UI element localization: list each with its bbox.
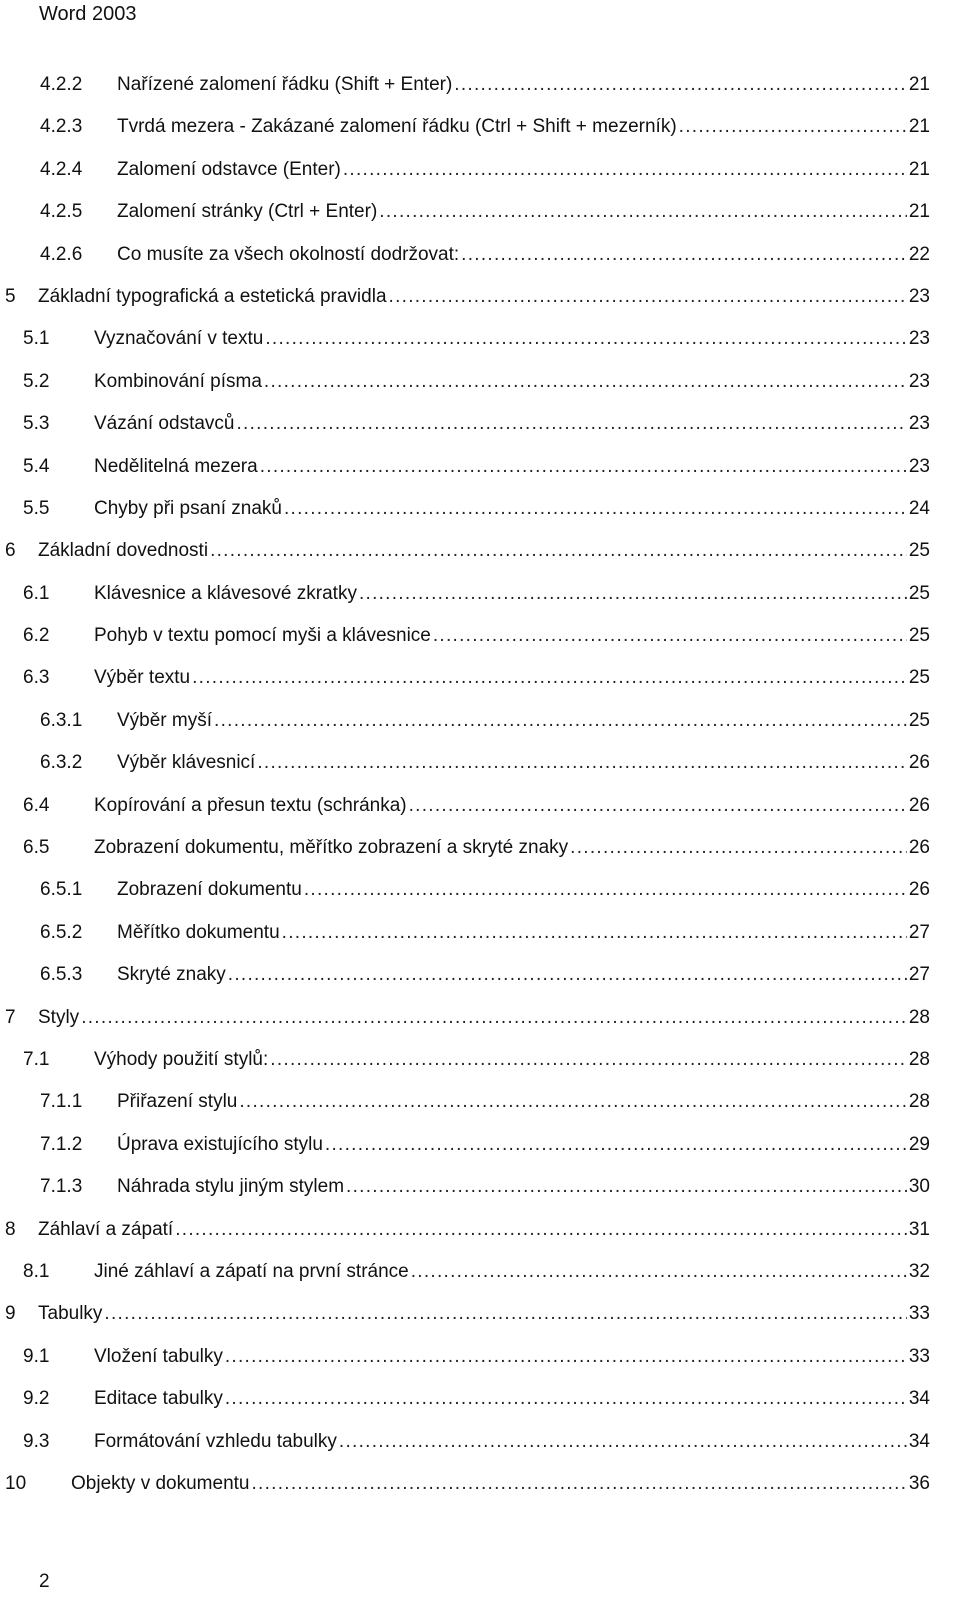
toc-entry-title[interactable]: Úprava existujícího stylu <box>117 1133 323 1155</box>
toc-dot-leader <box>346 1166 907 1208</box>
toc-entry-title[interactable]: Jiné záhlaví a zápatí na první stránce <box>94 1260 409 1282</box>
toc-entry-number: 5.4 <box>23 455 50 477</box>
toc-dot-leader <box>260 446 907 488</box>
toc-entry[interactable] <box>0 106 960 148</box>
toc-dot-leader <box>210 530 907 572</box>
toc-entry-title[interactable]: Pohyb v textu pomocí myši a klávesnice <box>94 625 431 647</box>
toc-entry-page: 26 <box>908 794 930 816</box>
toc-entry[interactable] <box>0 997 960 1039</box>
toc-dot-leader <box>379 191 907 233</box>
toc-entry-number: 8 <box>5 1218 16 1240</box>
toc-entry-number: 6.5.2 <box>40 921 83 943</box>
toc-entry-number: 7 <box>5 1006 16 1028</box>
toc-entry-title[interactable]: Objekty v dokumentu <box>71 1472 250 1494</box>
toc-entry[interactable] <box>0 276 960 318</box>
toc-entry[interactable] <box>0 318 960 360</box>
toc-dot-leader <box>257 742 907 784</box>
toc-entry-line <box>94 361 930 403</box>
toc-entry-page: 31 <box>908 1218 930 1240</box>
toc-entry[interactable] <box>0 488 960 530</box>
toc-entry-page: 33 <box>908 1303 930 1325</box>
toc-entry-line <box>94 615 930 657</box>
toc-entry-title[interactable]: Zalomení odstavce (Enter) <box>117 158 341 180</box>
page-number: 2 <box>39 1571 50 1592</box>
toc-entry[interactable] <box>0 1209 960 1251</box>
toc-entry[interactable] <box>0 869 960 911</box>
toc-dot-leader <box>270 1039 907 1081</box>
toc-entry[interactable] <box>0 827 960 869</box>
toc-entry-line <box>117 234 930 276</box>
toc-entry[interactable] <box>0 615 960 657</box>
toc-entry[interactable] <box>0 361 960 403</box>
toc-entry-line <box>94 488 930 530</box>
toc-entry[interactable] <box>0 1293 960 1335</box>
toc-entry-title[interactable]: Výběr myší <box>117 709 213 731</box>
toc-entry-page: 23 <box>908 370 930 392</box>
toc-dot-leader <box>236 403 906 445</box>
toc-entry-line <box>38 276 930 318</box>
toc-entry[interactable] <box>0 1251 960 1293</box>
toc-dot-leader <box>104 1293 906 1335</box>
toc-entry-page: 33 <box>908 1345 930 1367</box>
toc-dot-leader <box>228 954 907 996</box>
toc-entry[interactable] <box>0 657 960 699</box>
toc-entry-line <box>117 64 930 106</box>
toc-entry-number: 5.1 <box>23 328 50 350</box>
toc-dot-leader <box>409 785 907 827</box>
toc-entry-number: 9.3 <box>23 1430 50 1452</box>
toc-entry-title[interactable]: Formátování vzhledu tabulky <box>94 1430 337 1452</box>
toc-entry-number: 5 <box>5 285 16 307</box>
toc-dot-leader <box>325 1124 907 1166</box>
toc-entry-page: 27 <box>908 964 930 986</box>
toc-entry-title[interactable]: Výhody použití stylů: <box>94 1048 269 1070</box>
toc-entry-title[interactable]: Záhlaví a zápatí <box>38 1218 174 1240</box>
toc-entry-number: 4.2.4 <box>40 158 83 180</box>
toc-entry-title[interactable]: Co musíte za všech okolností dodržovat: <box>117 243 460 265</box>
toc-entry-number: 6.5 <box>23 837 50 859</box>
toc-entry-page: 23 <box>908 285 930 307</box>
toc-entry[interactable] <box>0 573 960 615</box>
toc-entry-page: 23 <box>908 413 930 435</box>
toc-entry-line <box>71 1463 930 1505</box>
toc-entry[interactable] <box>0 742 960 784</box>
toc-entry-line <box>117 1166 930 1208</box>
toc-entry-number: 4.2.2 <box>40 74 83 95</box>
toc-entry-line <box>117 912 930 954</box>
toc-entry[interactable] <box>0 1463 960 1505</box>
toc-entry[interactable] <box>0 149 960 191</box>
toc-entry-page: 25 <box>908 582 930 604</box>
toc-entry-line <box>117 869 930 911</box>
toc-entry[interactable] <box>0 912 960 954</box>
toc-entry-line <box>94 1039 930 1081</box>
toc-entry[interactable] <box>0 191 960 233</box>
toc-entry-page: 26 <box>908 752 930 774</box>
toc-dot-leader <box>339 1421 907 1463</box>
toc-entry-page: 25 <box>908 709 930 731</box>
toc-entry-title[interactable]: Skryté znaky <box>117 964 226 986</box>
toc-dot-leader <box>214 700 907 742</box>
toc-entry[interactable] <box>0 446 960 488</box>
toc-entry-line <box>117 954 930 996</box>
toc-entry-page: 25 <box>908 540 930 562</box>
toc-entry-number: 4.2.3 <box>40 116 83 138</box>
toc-entry[interactable] <box>0 1421 960 1463</box>
toc-entry-page: 34 <box>908 1430 930 1452</box>
toc-entry[interactable] <box>0 234 960 276</box>
toc-entry-line <box>117 742 930 784</box>
running-header-title: Word 2003 <box>39 3 137 25</box>
toc-entry-number: 6.3.2 <box>40 752 83 774</box>
toc-entry-line <box>94 1378 930 1420</box>
toc-entry-number: 7.1.3 <box>40 1176 83 1198</box>
toc-entry-title[interactable]: Výběr textu <box>94 667 191 689</box>
toc-entry[interactable] <box>0 1336 960 1378</box>
toc-entry-number: 6 <box>5 540 16 562</box>
toc-entry-number: 7.1.1 <box>40 1091 83 1113</box>
toc-entry-number: 6.3.1 <box>40 709 83 731</box>
toc-entry-page: 34 <box>908 1388 930 1410</box>
toc-entry-page: 25 <box>908 625 930 647</box>
toc-entry[interactable] <box>0 1124 960 1166</box>
toc-entry-line <box>117 700 930 742</box>
toc-dot-leader <box>264 361 907 403</box>
toc-dot-leader <box>570 827 907 869</box>
toc-dot-leader <box>304 869 907 911</box>
toc-entry-page: 21 <box>908 158 930 180</box>
toc-entry-page: 23 <box>908 455 930 477</box>
toc-entry-title[interactable]: Měřítko dokumentu <box>117 921 280 943</box>
toc-entry[interactable] <box>0 530 960 572</box>
toc-entry[interactable] <box>0 1378 960 1420</box>
toc-entry-title[interactable]: Základní typografická a estetická pravidla <box>38 285 387 307</box>
toc-entry-line <box>94 785 930 827</box>
toc-entry-title[interactable]: Nařízené zalomení řádku (Shift + Enter) <box>117 74 453 95</box>
toc-entry-page: 36 <box>908 1472 930 1494</box>
toc-entry-title[interactable]: Zobrazení dokumentu <box>117 879 302 901</box>
toc-entry-line <box>38 1293 930 1335</box>
toc-dot-leader <box>411 1251 907 1293</box>
toc-entry-line <box>94 403 930 445</box>
toc-entry-line <box>94 573 930 615</box>
toc-entry-line <box>94 827 930 869</box>
toc-entry[interactable] <box>0 700 960 742</box>
toc-entry-number: 9 <box>5 1303 16 1325</box>
toc-entry-line <box>117 1081 930 1123</box>
toc-entry-line <box>94 1251 930 1293</box>
toc-dot-leader <box>265 318 907 360</box>
toc-entry-page: 22 <box>908 243 930 265</box>
toc-entry-line <box>117 191 930 233</box>
toc-entry-number: 5.3 <box>23 413 50 435</box>
toc-entry-line <box>94 318 930 360</box>
toc-entry-page: 28 <box>908 1091 930 1113</box>
toc-entry-title[interactable]: Tabulky <box>38 1303 103 1325</box>
toc-entry-number: 6.2 <box>23 625 50 647</box>
toc-entry-page: 21 <box>908 74 930 95</box>
toc-entry[interactable] <box>0 954 960 996</box>
toc-entry-number: 9.2 <box>23 1388 50 1410</box>
toc-entry-title[interactable]: Editace tabulky <box>94 1388 223 1410</box>
toc-entry-page: 32 <box>908 1260 930 1282</box>
toc-entry-title[interactable]: Výběr klávesnicí <box>117 752 256 774</box>
toc-entry-page: 28 <box>908 1006 930 1028</box>
toc-dot-leader <box>225 1378 907 1420</box>
toc-dot-leader <box>251 1463 906 1505</box>
table-of-contents <box>0 64 960 1505</box>
toc-entry-number: 6.1 <box>23 582 50 604</box>
toc-entry-number: 4.2.6 <box>40 243 83 265</box>
toc-entry[interactable] <box>0 1081 960 1123</box>
toc-entry-title[interactable]: Kopírování a přesun textu (schránka) <box>94 794 407 816</box>
toc-entry[interactable] <box>0 1166 960 1208</box>
toc-dot-leader <box>284 488 907 530</box>
toc-entry[interactable] <box>0 785 960 827</box>
toc-entry-line <box>38 1209 930 1251</box>
toc-entry-number: 6.3 <box>23 667 50 689</box>
toc-dot-leader <box>359 573 907 615</box>
toc-dot-leader <box>81 997 907 1039</box>
toc-entry-title[interactable]: Základní dovednosti <box>38 540 209 562</box>
toc-entry-line <box>94 1336 930 1378</box>
toc-entry-page: 29 <box>908 1133 930 1155</box>
toc-dot-leader <box>239 1081 906 1123</box>
toc-entry-number: 6.5.1 <box>40 879 83 901</box>
toc-dot-leader <box>461 234 907 276</box>
toc-entry-number: 7.1.2 <box>40 1133 83 1155</box>
toc-entry-page: 25 <box>908 667 930 689</box>
toc-entry-page: 21 <box>908 201 930 223</box>
toc-entry-page: 23 <box>908 328 930 350</box>
toc-entry-line <box>117 106 930 148</box>
toc-dot-leader <box>433 615 907 657</box>
toc-entry-number: 9.1 <box>23 1345 50 1367</box>
toc-entry-title[interactable]: Vložení tabulky <box>94 1345 223 1367</box>
toc-dot-leader <box>192 657 907 699</box>
toc-dot-leader <box>454 64 907 106</box>
toc-entry-number: 5.5 <box>23 497 50 519</box>
toc-entry-line <box>94 446 930 488</box>
toc-dot-leader <box>389 276 907 318</box>
toc-entry-number: 8.1 <box>23 1260 50 1282</box>
toc-entry-page: 30 <box>908 1176 930 1198</box>
toc-entry-page: 21 <box>908 116 930 138</box>
toc-entry-line <box>38 530 930 572</box>
toc-entry-number: 7.1 <box>23 1048 50 1070</box>
toc-entry-title[interactable]: Kombinování písma <box>94 370 262 392</box>
toc-entry-number: 6.4 <box>23 794 50 816</box>
toc-entry-line <box>94 657 930 699</box>
toc-entry-page: 27 <box>908 921 930 943</box>
toc-entry-title[interactable]: Přiřazení stylu <box>117 1091 238 1113</box>
toc-entry[interactable] <box>0 403 960 445</box>
toc-entry-title[interactable]: Klávesnice a klávesové zkratky <box>94 582 357 604</box>
toc-dot-leader <box>225 1336 907 1378</box>
toc-dot-leader <box>343 149 907 191</box>
toc-entry-title[interactable]: Zobrazení dokumentu, měřítko zobrazení a skryté znaky <box>94 837 569 859</box>
toc-dot-leader <box>679 106 907 148</box>
toc-dot-leader <box>282 912 907 954</box>
toc-entry-title[interactable]: Styly <box>38 1006 80 1028</box>
toc-entry-page: 26 <box>908 879 930 901</box>
toc-entry-title[interactable]: Chyby při psaní znaků <box>94 497 282 519</box>
toc-entry-line <box>94 1421 930 1463</box>
toc-entry-title[interactable]: Vázání odstavců <box>94 413 235 435</box>
toc-entry-line <box>117 149 930 191</box>
toc-entry-line <box>38 997 930 1039</box>
toc-entry-title[interactable]: Náhrada stylu jiným stylem <box>117 1176 345 1198</box>
toc-entry-page: 28 <box>908 1048 930 1070</box>
toc-entry-title[interactable]: Tvrdá mezera - Zakázané zalomení řádku (Ctrl + Shift + mezerník) <box>117 116 677 138</box>
toc-entry-title[interactable]: Nedělitelná mezera <box>94 455 258 477</box>
toc-entry-number: 10 <box>5 1472 27 1494</box>
toc-entry[interactable] <box>0 1039 960 1081</box>
toc-entry-line <box>117 1124 930 1166</box>
toc-entry-page: 26 <box>908 837 930 859</box>
toc-entry-number: 4.2.5 <box>40 201 83 223</box>
toc-entry-title[interactable]: Zalomení stránky (Ctrl + Enter) <box>117 201 378 223</box>
toc-dot-leader <box>175 1209 907 1251</box>
toc-entry[interactable] <box>0 64 960 106</box>
toc-entry-number: 6.5.3 <box>40 964 83 986</box>
toc-entry-number: 5.2 <box>23 370 50 392</box>
toc-entry-title[interactable]: Vyznačování v textu <box>94 328 264 350</box>
toc-entry-page: 24 <box>908 497 930 519</box>
